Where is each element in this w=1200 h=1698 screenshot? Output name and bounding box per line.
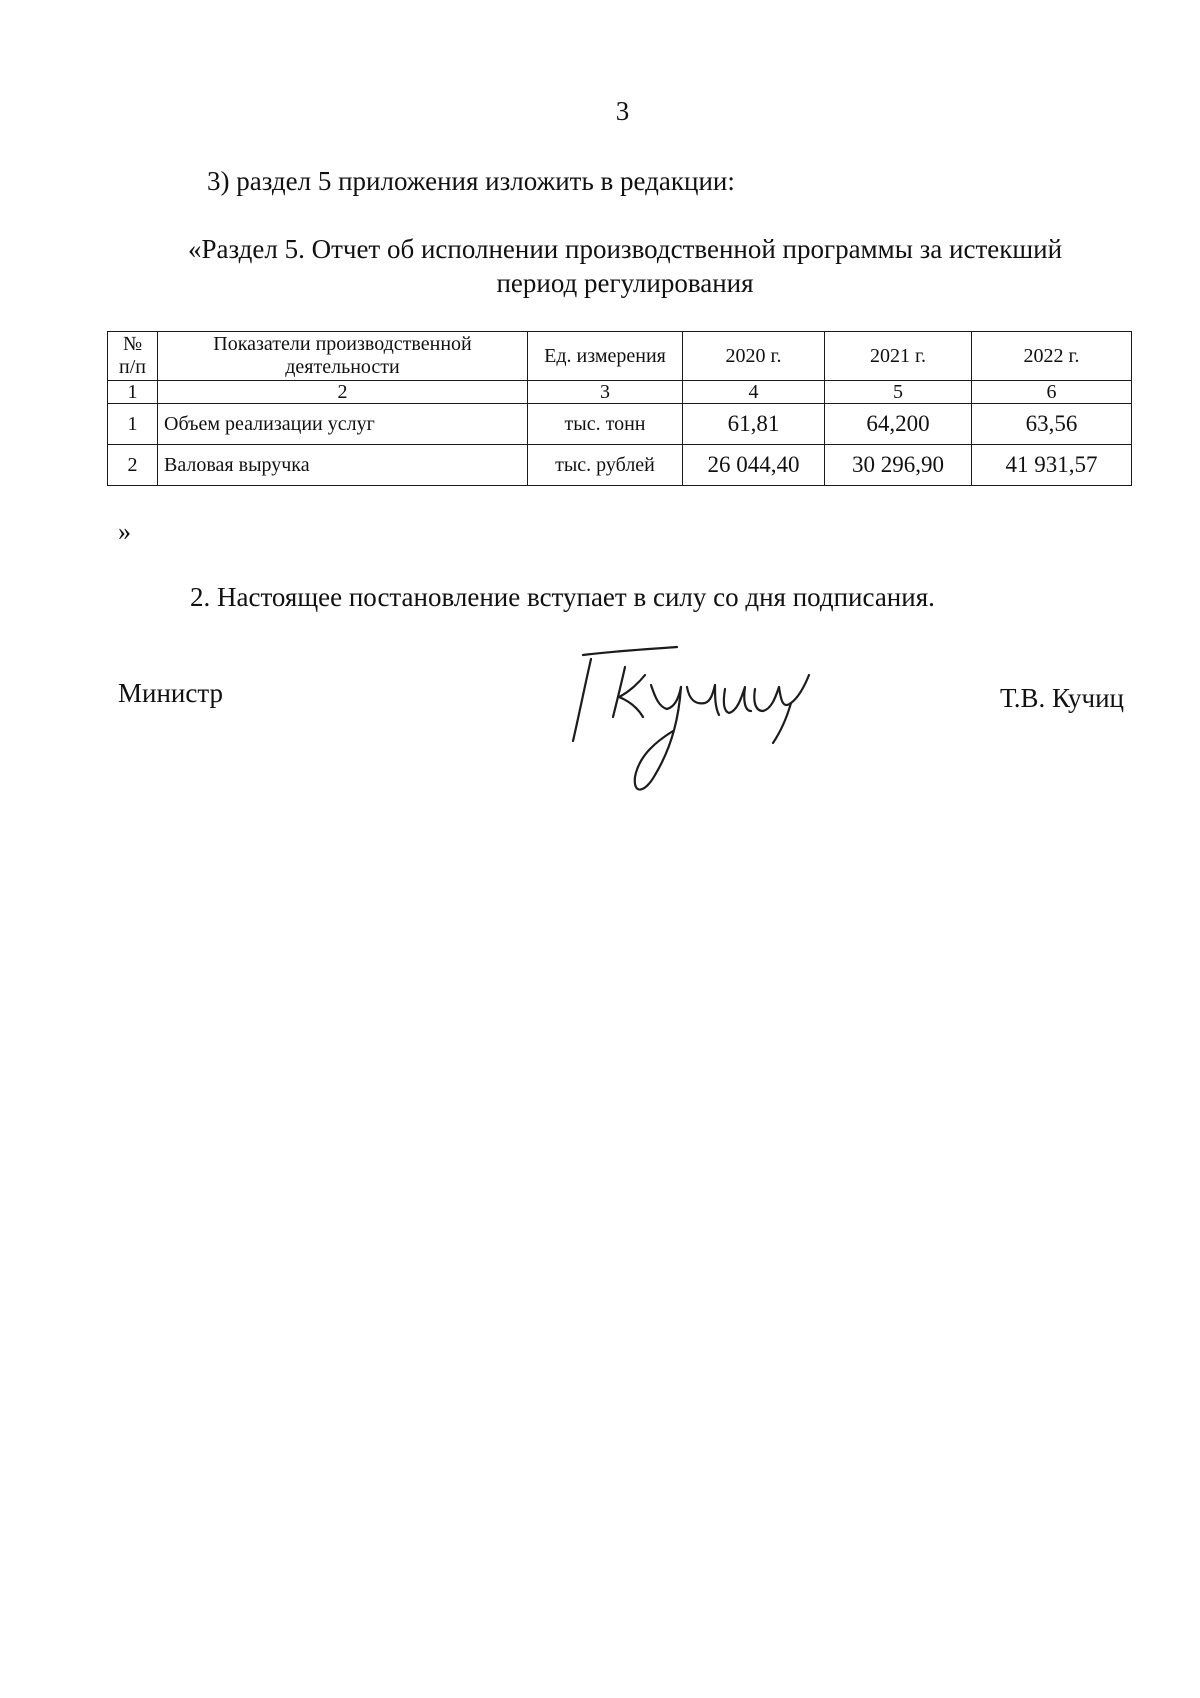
column-number: 1 — [108, 381, 158, 404]
section-title: «Раздел 5. Отчет об исполнении производственной программы за истекший период регулирования — [187, 234, 1063, 298]
header-2020: 2020 г. — [683, 332, 825, 381]
row-unit: тыс. тонн — [528, 404, 683, 445]
row-value-2021: 30 296,90 — [825, 445, 972, 486]
column-number: 6 — [972, 381, 1132, 404]
row-indicator: Валовая выручка — [158, 445, 528, 486]
page-number: 3 — [615, 96, 630, 126]
production-program-report-table — [107, 331, 1132, 486]
header-number: № п/п — [108, 332, 158, 381]
header-indicator: Показатели производственной деятельности — [158, 332, 528, 381]
row-value-2021: 64,200 — [825, 404, 972, 445]
row-value-2020: 26 044,40 — [683, 445, 825, 486]
signatory-name: Т.В. Кучиц — [1000, 683, 1125, 713]
row-value-2020: 61,81 — [683, 404, 825, 445]
row-value-2022: 41 931,57 — [972, 445, 1132, 486]
signatory-title: Министр — [118, 678, 223, 708]
row-number: 2 — [108, 445, 158, 486]
column-number-row — [108, 381, 1132, 404]
amendment-paragraph: 3) раздел 5 приложения изложить в редакции: — [207, 166, 735, 196]
row-unit: тыс. рублей — [528, 445, 683, 486]
column-number: 3 — [528, 381, 683, 404]
row-value-2022: 63,56 — [972, 404, 1132, 445]
header-2022: 2022 г. — [972, 332, 1132, 381]
row-number: 1 — [108, 404, 158, 445]
column-number: 2 — [158, 381, 528, 404]
header-2021: 2021 г. — [825, 332, 972, 381]
table-row — [108, 445, 1132, 486]
row-indicator: Объем реализации услуг — [158, 404, 528, 445]
closing-quote: » — [118, 517, 131, 546]
handwritten-signature — [555, 645, 815, 805]
column-number: 5 — [825, 381, 972, 404]
column-number: 4 — [683, 381, 825, 404]
header-unit: Ед. измерения — [528, 332, 683, 381]
effective-date-paragraph: 2. Настоящее постановление вступает в силу со дня подписания. — [190, 582, 935, 612]
table-header-row — [108, 332, 1132, 381]
table-row — [108, 404, 1132, 445]
